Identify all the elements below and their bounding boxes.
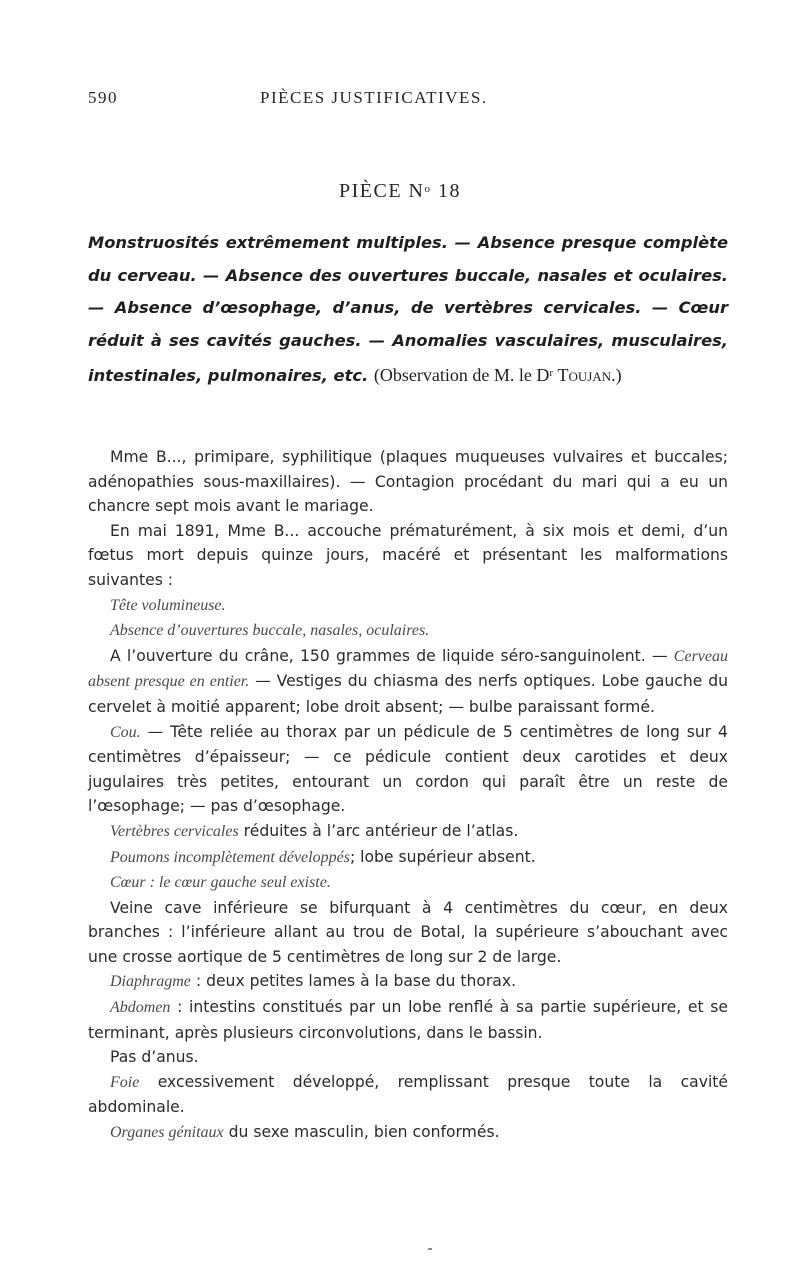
summary-headline: Monstruosités extrêmement multiples. — Absence presque complète du cerveau. — Absence des ouvertures buccale, nasales et oculaires. — Absence d’œsophage, d’anus, de vertèbres cervicales. — Cœur réduit à ses cavités gauches. — Anomalies vasculaires, musculaires, intestinales, pulmonaires, etc. <box>88 233 728 385</box>
paragraph-skull <box>88 644 728 720</box>
paragraph-liver <box>88 1070 728 1120</box>
summary-paragraph <box>88 227 728 393</box>
paragraph-openings <box>88 618 728 644</box>
italic-heading: Tête volumineuse. <box>110 596 226 614</box>
observation-credit <box>374 365 622 385</box>
paragraph-text: : deux petites lames à la base du thorax. <box>195 972 517 991</box>
italic-heading: Diaphragme <box>110 973 191 991</box>
paragraph-text: — Tête reliée au thorax par un pédicule de 5 centimètres de long sur 4 centimètres d’épaisseur; — ce pédicule contient deux carotides et deux jugulaires très petites, entourant un cordon qui paraît être un reste de l’œsophage; — pas d’œsophage. <box>88 722 728 816</box>
piece-title-prefix: PIÈCE N <box>339 180 425 202</box>
body-text <box>88 445 728 1146</box>
paragraph-vertebrae <box>88 819 728 845</box>
print-mark-icon <box>428 1247 432 1251</box>
paragraph-text: — Vestiges du chiasma des nerfs optiques. Lobe gauche du cervelet à moitié apparent; lobe droit absent; — bulbe paraissant formé. <box>88 672 729 716</box>
observation-superscript: r <box>549 367 554 379</box>
running-head-title: PIÈCES JUSTIFICATIVES. <box>260 88 488 107</box>
italic-heading: Cœur : le cœur gauche seul existe. <box>110 874 331 892</box>
paragraph-neck <box>88 720 728 819</box>
italic-heading: Absence d’ouvertures buccale, nasales, oculaires. <box>110 622 430 640</box>
observer-name: Toujan <box>557 365 612 385</box>
piece-number: 18 <box>438 180 461 202</box>
paragraph-anus: Pas d’anus. <box>110 1048 199 1067</box>
paragraph-lungs <box>88 845 728 871</box>
italic-heading: Vertèbres cervicales <box>110 822 239 840</box>
paragraph-heart <box>88 870 728 896</box>
paragraph-abdomen <box>88 995 728 1045</box>
paragraph-text: A l’ouverture du crâne, 150 grammes de liquide séro-sanguinolent. — <box>110 646 668 665</box>
observation-open: (Observation de M. le D <box>373 365 550 385</box>
italic-heading: Organes génitaux <box>110 1124 224 1142</box>
paragraph-text: : intestins constitués par un lobe renflé à sa partie supérieure, et se terminant, après plusieurs circonvolutions, dans le bassin. <box>88 998 728 1042</box>
italic-heading: Poumons incomplètement développés <box>110 848 350 866</box>
paragraph-patient-history: Mme B..., primipare, syphilitique (plaques muqueuses vulvaires et buccales; adénopathies sous-maxillaires). — Contagion procédant du mari qui a eu un chancre sept mois avant le mariage. <box>88 448 728 516</box>
paragraph-text: ; lobe supérieur absent. <box>349 847 536 866</box>
italic-heading: Foie <box>110 1073 140 1091</box>
piece-title-superscript: o <box>424 183 432 195</box>
page-number: 590 <box>88 88 118 107</box>
paragraph-text: excessivement développé, remplissant presque toute la cavité abdominale. <box>88 1072 728 1117</box>
paragraph-text: du sexe masculin, bien conformés. <box>228 1123 500 1142</box>
paragraph-delivery: En mai 1891, Mme B... accouche prématurément, à six mois et demi, d’un fœtus mort depuis quinze jours, macéré et présentant les malformations suivantes : <box>88 521 728 589</box>
italic-heading: Cou. <box>110 723 141 741</box>
italic-heading: Cerveau absent presque en entier. <box>88 647 728 691</box>
paragraph-head <box>88 593 728 619</box>
italic-heading: Abdomen <box>110 999 171 1017</box>
running-head <box>88 88 728 110</box>
piece-title <box>0 180 800 203</box>
paragraph-diaphragm <box>88 969 728 995</box>
paragraph-text: réduites à l’arc antérieur de l’atlas. <box>243 821 519 840</box>
paragraph-genitals <box>88 1120 728 1146</box>
observation-close: .) <box>611 365 622 385</box>
paragraph-vena-cava: Veine cave inférieure se bifurquant à 4 centimètres du cœur, en deux branches : l’inférieure allant au trou de Botal, la supérieure s’abouchant avec une crosse aortique de 5 centimètres de long sur 2 de large. <box>88 898 728 966</box>
